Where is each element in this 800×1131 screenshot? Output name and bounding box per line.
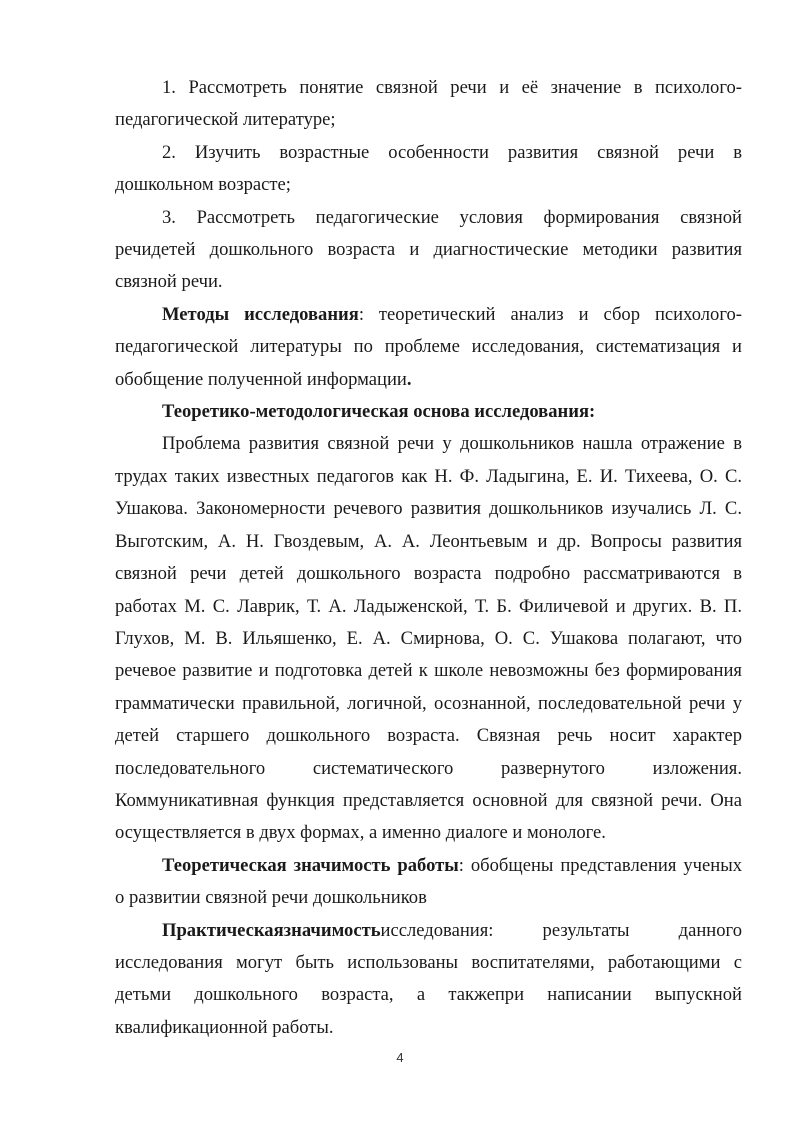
task-item-3: [115, 202, 742, 299]
theoretical-significance-paragraph: [115, 850, 742, 915]
task-item-1: [115, 72, 742, 137]
task-item-1-text: 1. Рассмотреть понятие связной речи и её значение в психолого-педагогической литературе;: [115, 77, 742, 131]
methods-end: .: [406, 368, 412, 390]
task-item-2: [115, 137, 742, 202]
theoretical-significance-label: Теоретическая значимость работы: [162, 854, 459, 876]
practical-significance-label: Практическаязначимость: [162, 919, 381, 941]
basis-heading: Теоретико-методологическая основа исследования:: [162, 401, 596, 423]
page-number: 4: [396, 1050, 404, 1065]
methods-text: : теоретический анализ и сбор психолого-педагогической литературы по проблеме исследования, систематизация и обобщение полученной информации: [115, 303, 742, 390]
basis-heading-paragraph: [115, 396, 742, 428]
basis-text: Проблема развития связной речи у дошкольников нашла отражение в трудах таких известных педагогов как Н. Ф. Ладыгина, Е. И. Тихеева, О. С. Ушакова. Закономерности речевого развития дошкольников изучались Л. С. Выготским, А. Н. Гвоздевым, А. А. Леонтьевым и др. Вопросы развития связной речи детей дошкольного возраста подробно рассматриваются в работах М. С. Лаврик, Т. А. Ладыженской, Т. Б. Филичевой и других. В. П. Глухов, М. В. Ильяшенко, Е. А. Смирнова, О. С. Ушакова полагают, что речевое развитие и подготовка детей к школе невозможны без формирования грамматически правильной, логичной, осознанной, последовательной речи у детей старшего дошкольного возраста. Связная речь носит характер последовательного систематического развернутого изложения. Коммуникативная функция представляется основной для связной речи. Она осуществляется в двух формах, а именно диалоге и монологе.: [115, 433, 742, 844]
methods-paragraph: [115, 299, 742, 396]
basis-paragraph: [115, 428, 742, 849]
task-item-2-text: 2. Изучить возрастные особенности развития связной речи в дошкольном возрасте;: [115, 141, 742, 196]
theoretical-significance-text: : обобщены представления ученых о развитии связной речи дошкольников: [115, 854, 742, 909]
practical-significance-text: исследования: результаты данного исследования могут быть использованы воспитателями, работающими с детьми дошкольного возраста, а такжепри написании выпускной квалификационной работы.: [115, 919, 742, 1038]
practical-significance-paragraph: [115, 915, 742, 1045]
document-page: [115, 72, 742, 1044]
methods-label: Методы исследования: [162, 303, 359, 325]
task-item-3-text: 3. Рассмотреть педагогические условия формирования связной речидетей дошкольного возраста и диагностические методики развития связной речи.: [115, 206, 742, 293]
